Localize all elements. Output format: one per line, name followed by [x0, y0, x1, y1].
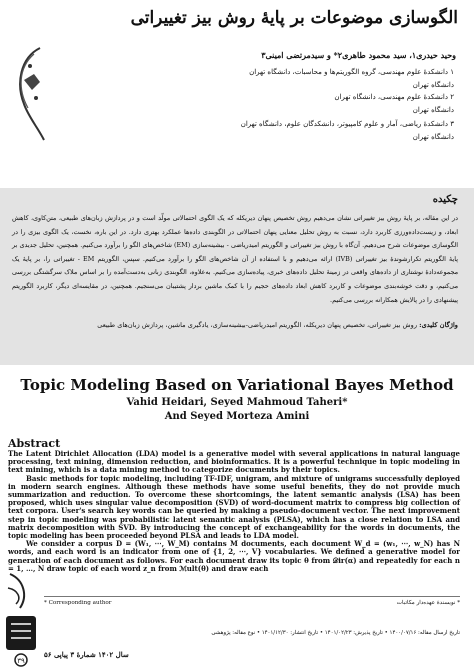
english-authors-line-1: Vahid Heidari, Seyed Mahmoud Taheri*	[126, 397, 348, 408]
footnote-divider	[44, 596, 460, 597]
affiliation-1: ۱ دانشکدهٔ علوم مهندسی، گروه الگوریتم‌ها و محاسبات، دانشگاه تهران	[249, 68, 454, 76]
article-dates: تاریخ ارسال مقاله: ۱۴۰۰/۰۷/۱۶ • تاریخ پذیرش: ۱۴۰۱/۰۲/۲۳ • تاریخ انتشار: ۱۴۰۱/۱۲/۳۰ • نوع مقاله: پژوهشی	[211, 630, 460, 636]
keywords-text: روش بیز تغییراتی، تخصیص پنهان دیریکله، الگوریتم امیدریاضی-بیشینه‌سازی، یادگیری ماشین، پردازش زبان‌های طبیعی	[97, 321, 418, 329]
journal-issue: سال ۱۴۰۲ شمارهٔ ۳ پیاپی ۵۶	[44, 650, 129, 659]
english-abstract-heading: Abstract	[8, 437, 61, 450]
corresponding-author-note: * Corresponding author	[44, 600, 112, 606]
persian-keywords	[12, 318, 458, 332]
abstract-paragraph-2: Basic methods for topic modeling, including TF-IDF, unigram, and mixture of unigrams successfully deployed in modern search engines. Although these methods have some useful benefits, they do not provide much summarization and reduction. To overcome these shortcomings, the latent semantic analysis (LSA) has been proposed, which uses singular value decomposition (SVD) of word-document matrix to compress big collection of text corpora. User's search key words can be queried by making a pseudo-document vector. The next improvement step in topic modeling was probabilistic latent semantic analysis (PLSA), which has a close relation to LSA and matrix decomposition with SVD. By introducing the concept of exchangeability for the words in documents, the topic modeling has been proceeded beyond PLSA and leads to LDA model.	[8, 473, 460, 541]
affiliation-3: ۳ دانشکدهٔ ریاضی، آمار و علوم کامپیوتر، دانشکدگان علوم، دانشگاه تهران	[240, 120, 454, 128]
abstract-paragraph-3: We consider a corpus D = (W₁, ⋯, W_M) contains M documents, each document W_d = (w₁, ⋯, w_N) has N words, and each word is an indicator from one of {1, 2, ⋯, V} vocabularies. We defined a generative model for generation of each document as follows. For each document draw its topic θ from 𝒟ir(α) and repeatedly for each n = 1, …, N draw topic of each word z_n from ℳult(θ) and draw each	[8, 539, 460, 573]
english-abstract	[8, 450, 460, 573]
affiliation-1-university: دانشگاه تهران	[412, 81, 454, 89]
corresponding-author-note-fa: * نویسندهٔ عهده‌دار مکاتبات	[396, 600, 460, 606]
journal-emblem-icon	[2, 568, 40, 668]
affiliation-2: ۲ دانشکدهٔ علوم مهندسی، دانشگاه تهران	[334, 93, 454, 101]
persian-abstract-heading: چکیده	[432, 194, 458, 205]
affiliation-3-university: دانشگاه تهران	[412, 133, 454, 141]
page-number: ۳۹	[17, 657, 25, 665]
abstract-paragraph-1: The Latent Dirichlet Allocation (LDA) model is a generative model with several applications in natural language processing, text mining, dimension reduction, and bioinformatics. It is a powerful technique in topic modeling in text mining, which is a data mining method to categorize documents by their topics.	[8, 449, 460, 475]
persian-title: الگوسازی موضوعات بر پایهٔ روش بیز تغییراتی	[130, 8, 458, 28]
persian-abstract-text: در این مقاله، بر پایهٔ روش بیز تغییراتی نشان می‌دهیم روش تخصیص پنهان دیریکله که یک الگوی احتمالاتی مولّد است و در پردازش زبان‌های طبیعی، متن‌کاوی، کاهش ابعاد، و زیست‌داده‌ورزی کاربرد دارد، نسبت به روش تحلیل معنایی پنهان احتمالاتی در الگوبندی داده‌ها عملکرد بهتری دارد. در این باره، نخست، یک الگوی بیزی را در الگوسازی موضوعات شرح می‌دهیم. آن‌گاه با روش بیز تغییراتی و الگوریتم امیدریاضی - بیشینه‌سازی (EM) شاخص‌های الگو را برآورد می‌کنیم. همچنین، تحلیل جدیدی بر پایهٔ الگوریتم تکرارشوندهٔ بیز تغییراتی (IVB) ارائه می‌دهیم و با استفاده از آن شاخص‌های الگو را برآورد می‌کنیم. سپس، الگوریتم EM - تغییراتی را، بر پایهٔ یک مجموعه‌دادهٔ نوشتاری از داده‌های واقعی در زمینهٔ تحلیل داده‌های خبری، پیاده‌سازی می‌کنیم. به‌علاوه، الگوبندی زبانی به‌دست‌آمده را بر اساس ملاک سرگشتگی بررسی می‌کنیم، و دقت خوشه‌بندی موضوعات و کاربرد کاهش ابعاد داده‌های حجیم را با کمک ماشین بردار پشتیبان می‌سنجیم. همچنین، در مقایسه‌ای دیگر، کاربرد الگوریتم پیشنهادی را در پالایش همکارانه بررسی می‌کنیم.	[12, 214, 458, 304]
english-authors-line-2: And Seyed Morteza Amini	[164, 411, 310, 422]
affiliation-2-university: دانشگاه تهران	[412, 106, 454, 114]
journal-logo-icon	[10, 44, 50, 144]
english-title: Topic Modeling Based on Variational Bayes Method	[20, 376, 454, 394]
keywords-label: واژگان کلیدی:	[419, 321, 458, 329]
persian-authors: وحید حیدری۱، سید محمود طاهری۲* و سیدمرتضی امینی۳	[261, 50, 456, 60]
